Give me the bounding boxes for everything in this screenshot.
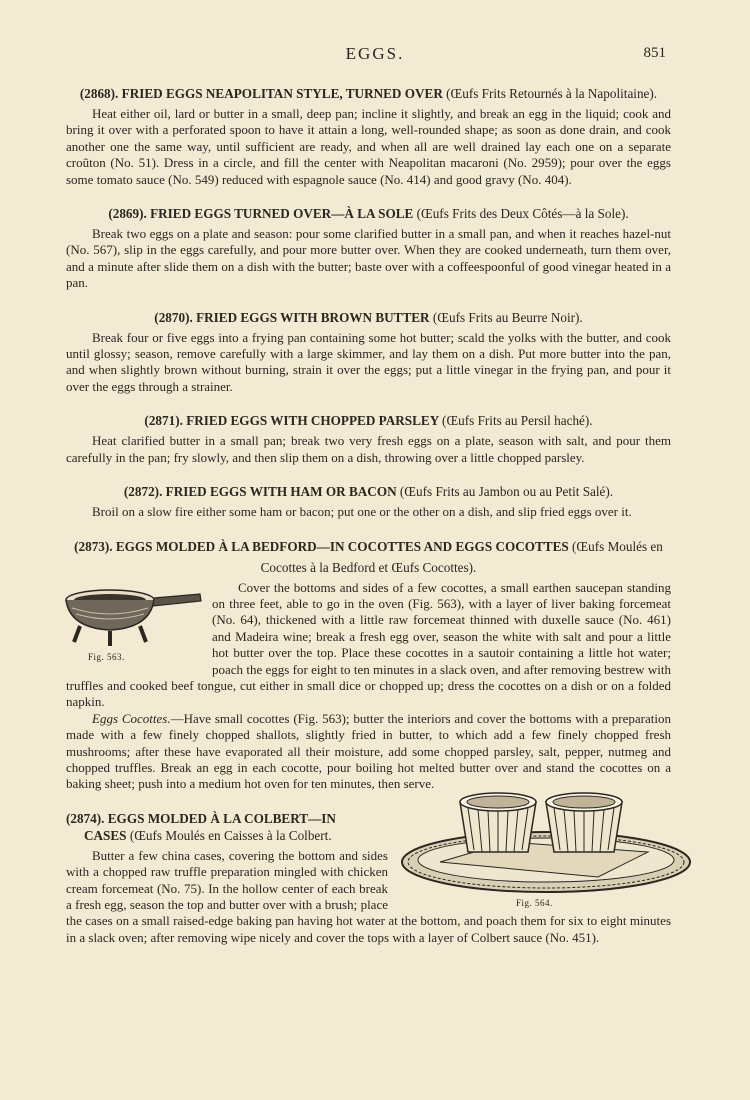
- recipe-2868: [66, 85, 671, 188]
- recipe-body: Butter a few china cases, covering the bottom and sides with a chopped raw truffle preparation mingled with chicken cream forcemeat (No. 75). In the hollow center of each break a fresh egg, season the top and butter over with a brush; place the cases on a small raised-edge baking pan having hot water at the bottom, and poach them for six to eight minutes in a slack oven; after removing wipe nicely and cover the tops with a layer of Colbert sauce (No. 451).: [66, 847, 671, 945]
- recipe-heading: (2872). FRIED EGGS WITH HAM OR BACON (Œufs Frits au Jambon ou au Petit Salé).: [123, 484, 614, 500]
- recipe-body: Break two eggs on a plate and season: pour some clarified butter in a small pan, and when it reaches hazel-nut (No. 567), slip in the eggs carefully, and pour more butter over. When they are cooked underneath, turn them over, and a minute after slide them on a dish with the butter; baste over with a coffeespoonful of good vinegar heated in a pan.: [66, 226, 671, 291]
- recipe-body: Heat clarified butter in a small pan; break two very fresh eggs on a plate, season with salt, and pour them carefully in the pan; fry slowly, and then slip them on a dish, throwing over a little chopped parsley.: [66, 433, 671, 465]
- recipe-heading: (2869). FRIED EGGS TURNED OVER—À LA SOLE (Œufs Frits des Deux Côtés—à la Sole).: [108, 206, 629, 222]
- recipe-body: Broil on a slow fire either some ham or bacon; put one or the other on a dish, and slip fried eggs over it.: [92, 504, 632, 520]
- recipe-heading: (2874). EGGS MOLDED À LA COLBERT—IN CASES (Œufs Moulés en Caisses à la Colbert.: [66, 810, 336, 843]
- recipe-2872: [66, 483, 671, 520]
- china-cases-illustration: [398, 782, 693, 900]
- page-number: 851: [643, 45, 666, 61]
- recipe-body: Cover the bottoms and sides of a few cocottes, a small earthen saucepan standing on three feet, able to go in the oven (Fig. 563), with a layer of liver baking forcemeat (No. 64), thickened with a little raw forcemeat thinned with duxelle sauce (No. 461) and Madeira wine; break a fresh egg over, season the white with salt and pour a little hot butter over the top. Place these cocottes in a sautoir containing a little hot water; poach the eggs for eight to ten minutes in a slack oven, and after removing bestrew with truffles and cooked beef tongue, cut either in small dice or chopped up; dress the cocottes on a dish or on a folded napkin.: [66, 579, 671, 710]
- recipe-heading: (2870). FRIED EGGS WITH BROWN BUTTER (Œufs Frits au Beurre Noir).: [154, 309, 583, 325]
- recipe-2874: [66, 810, 671, 946]
- china-case-right: [546, 793, 622, 852]
- figure-caption: Fig. 563.: [88, 651, 125, 662]
- recipe-heading: (2868). FRIED EGGS NEAPOLITAN STYLE, TURNED OVER (Œufs Frits Retournés à la Napolitaine).: [79, 86, 658, 101]
- cocotte-illustration: [60, 584, 206, 654]
- recipe-2869: [66, 205, 671, 292]
- recipe-body: Break four or five eggs into a frying pan containing some hot butter; scald the yolks with the butter, and cook until glossy; season, remove carefully with a large skimmer, and lay them on a dish. Put more butter into the pan, and when slightly brown without burning, strain it over the eggs; put a little vinegar in the frying pan, and pour it over the eggs through a strainer.: [66, 329, 671, 394]
- recipe-body: Heat either oil, lard or butter in a small, deep pan; incline it slightly, and break an egg in the liquid; cook and bring it over with a perforated spoon to have it attain a long, well-rounded shape; as soon as done drain, and cook another one the same way, until sufficient are ready, and when all are well drained lay each one on a separate croûton (No. 51). Dress in a circle, and fill the center with Neapolitan macaroni (No. 2959); pour over the eggs some tomato sauce (No. 549) reduced with espagnole sauce (No. 414) and good gravy (No. 404).: [66, 106, 671, 187]
- recipe-heading-continued: Cocottes à la Bedford et Œufs Cocottes).: [260, 559, 477, 575]
- recipe-2871: [66, 412, 671, 466]
- page-content: [66, 85, 671, 963]
- recipe-2873: [66, 538, 671, 793]
- figure-caption: Fig. 564.: [516, 897, 553, 908]
- recipe-sub-body: Eggs Cocottes.—Have small cocottes (Fig. 563); butter the interiors and cover the bottoms with a preparation made with a few finely chopped shallots, slightly fried in butter, to which add a few finely chopped fresh mushrooms; after these have evaporated all their moisture, add some chopped parsley, salt, pepper, nutmeg and chopped truffles. Break an egg in each cocotte, pour boiling hot melted butter over and stand the cocottes on a baking sheet; push into a medium hot oven for ten minutes, then serve.: [66, 710, 671, 792]
- recipe-2870: [66, 309, 671, 396]
- page-title: EGGS.: [345, 44, 405, 63]
- figure-564-cases: [398, 782, 693, 912]
- recipe-heading: (2871). FRIED EGGS WITH CHOPPED PARSLEY (Œufs Frits au Persil haché).: [144, 413, 593, 429]
- china-case-left: [460, 793, 536, 852]
- running-head: [0, 44, 750, 64]
- recipe-heading: (2873). EGGS MOLDED À LA BEDFORD—IN COCOTTES AND EGGS COCOTTES (Œufs Moulés en: [74, 538, 663, 554]
- figure-563-cocotte: [60, 584, 206, 666]
